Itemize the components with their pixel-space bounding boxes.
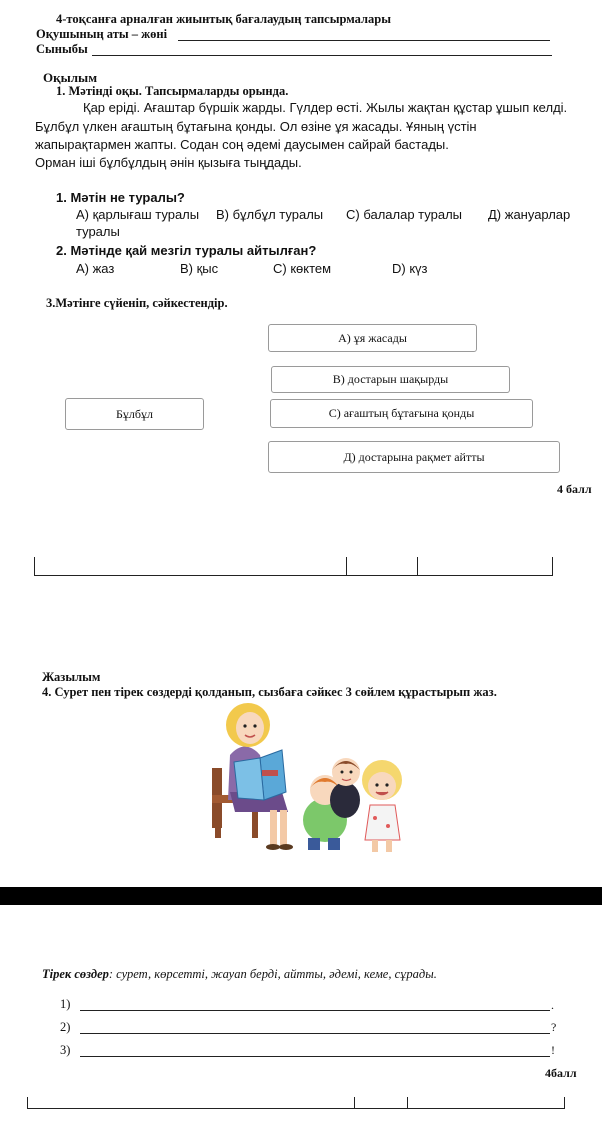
q1-option-a[interactable]: А) қарлығаш туралы xyxy=(76,207,200,222)
support-words-label: Тірек сөздер xyxy=(42,967,109,981)
writing-score: 4балл xyxy=(545,1066,577,1080)
q1-option-d[interactable]: Д) жануарлар xyxy=(488,207,571,222)
q2-option-b[interactable]: В) қыс xyxy=(180,261,219,276)
reading-text-line: Бұлбұл үлкен ағаштың бұтағына қонды. Ол өзiне ұя жасады. Ұяның үстiн xyxy=(35,119,477,134)
match-right-box-b[interactable]: В) достарын шақырды xyxy=(271,366,510,393)
task1-title: 1. Мәтінді оқы. Тапсырмаларды орында. xyxy=(56,84,289,98)
question-3-title: 3.Мәтінге сүйеніп, сәйкестендір. xyxy=(46,296,228,310)
reading-text-line: Орман iшi бұлбұлдың әнiн қызыға тыңдады. xyxy=(35,155,302,170)
answer-line-1[interactable] xyxy=(80,1010,550,1011)
q1-option-b[interactable]: В) бұлбұл туралы xyxy=(216,207,324,222)
match-right-box-c[interactable]: С) ағаштың бұтағына қонды xyxy=(270,399,533,428)
answer-line-end-mark: ! xyxy=(551,1043,555,1057)
q2-option-c[interactable]: С) көктем xyxy=(273,261,332,276)
writing-section-title: Жазылым xyxy=(42,670,101,684)
match-right-box-a[interactable]: А) ұя жасады xyxy=(268,324,477,352)
answer-line-number: 3) xyxy=(60,1043,71,1057)
answer-line-end-mark: ? xyxy=(551,1020,557,1034)
reading-section-title: Оқылым xyxy=(43,70,98,85)
task4-title: 4. Сурет пен тірек сөздерді қолданып, сызбаға сәйкес 3 сөйлем құрастырып жаз. xyxy=(42,685,497,699)
q1-option-d-wrap: туралы xyxy=(76,224,120,239)
match-left-box[interactable]: Бұлбұл xyxy=(65,398,204,430)
question-1-title: 1. Мәтін не туралы? xyxy=(56,190,185,205)
answer-line-number: 1) xyxy=(60,997,71,1011)
student-name-label: Оқушының аты – жөні xyxy=(36,27,168,41)
class-line[interactable] xyxy=(92,55,552,56)
class-label: Сыныбы xyxy=(36,42,88,56)
support-words-row xyxy=(42,967,437,982)
q1-option-c[interactable]: С) балалар туралы xyxy=(346,207,463,222)
sentence-scheme-line xyxy=(27,1108,565,1109)
answer-line-3[interactable] xyxy=(80,1056,550,1057)
support-words-list: : сурет, көрсетті, жауап берді, айтты, әдемі, кеме, сұрады. xyxy=(108,967,437,981)
question-2-title: 2. Мәтінде қай мезгіл туралы айтылған? xyxy=(56,243,317,258)
q2-option-d[interactable]: D) күз xyxy=(392,261,428,276)
worksheet-title: 4-тоқсанға арналған жиынтық бағалаудың тапсырмалары xyxy=(56,12,391,26)
answer-line-2[interactable] xyxy=(80,1033,550,1034)
match-right-box-d[interactable]: Д) достарына рақмет айтты xyxy=(268,441,560,473)
sentence-scheme-line xyxy=(34,575,553,576)
reading-text-line: жапырақтармен жапты. Содан соң әдемi даусымен сайрай бастады. xyxy=(35,137,449,152)
answer-line-end-mark: . xyxy=(551,998,554,1012)
student-name-line[interactable] xyxy=(178,40,550,41)
q2-option-a[interactable]: А) жаз xyxy=(76,261,115,276)
answer-line-number: 2) xyxy=(60,1020,71,1034)
reading-score: 4 балл xyxy=(557,482,592,496)
teacher-children-illustration xyxy=(200,700,420,860)
scan-divider-band xyxy=(0,887,602,905)
reading-text-line: Қар ерiдi. Ағаштар бүршiк жарды. Гүлдер өстi. Жылы жақтан құстар ұшып келдi. xyxy=(83,100,568,115)
